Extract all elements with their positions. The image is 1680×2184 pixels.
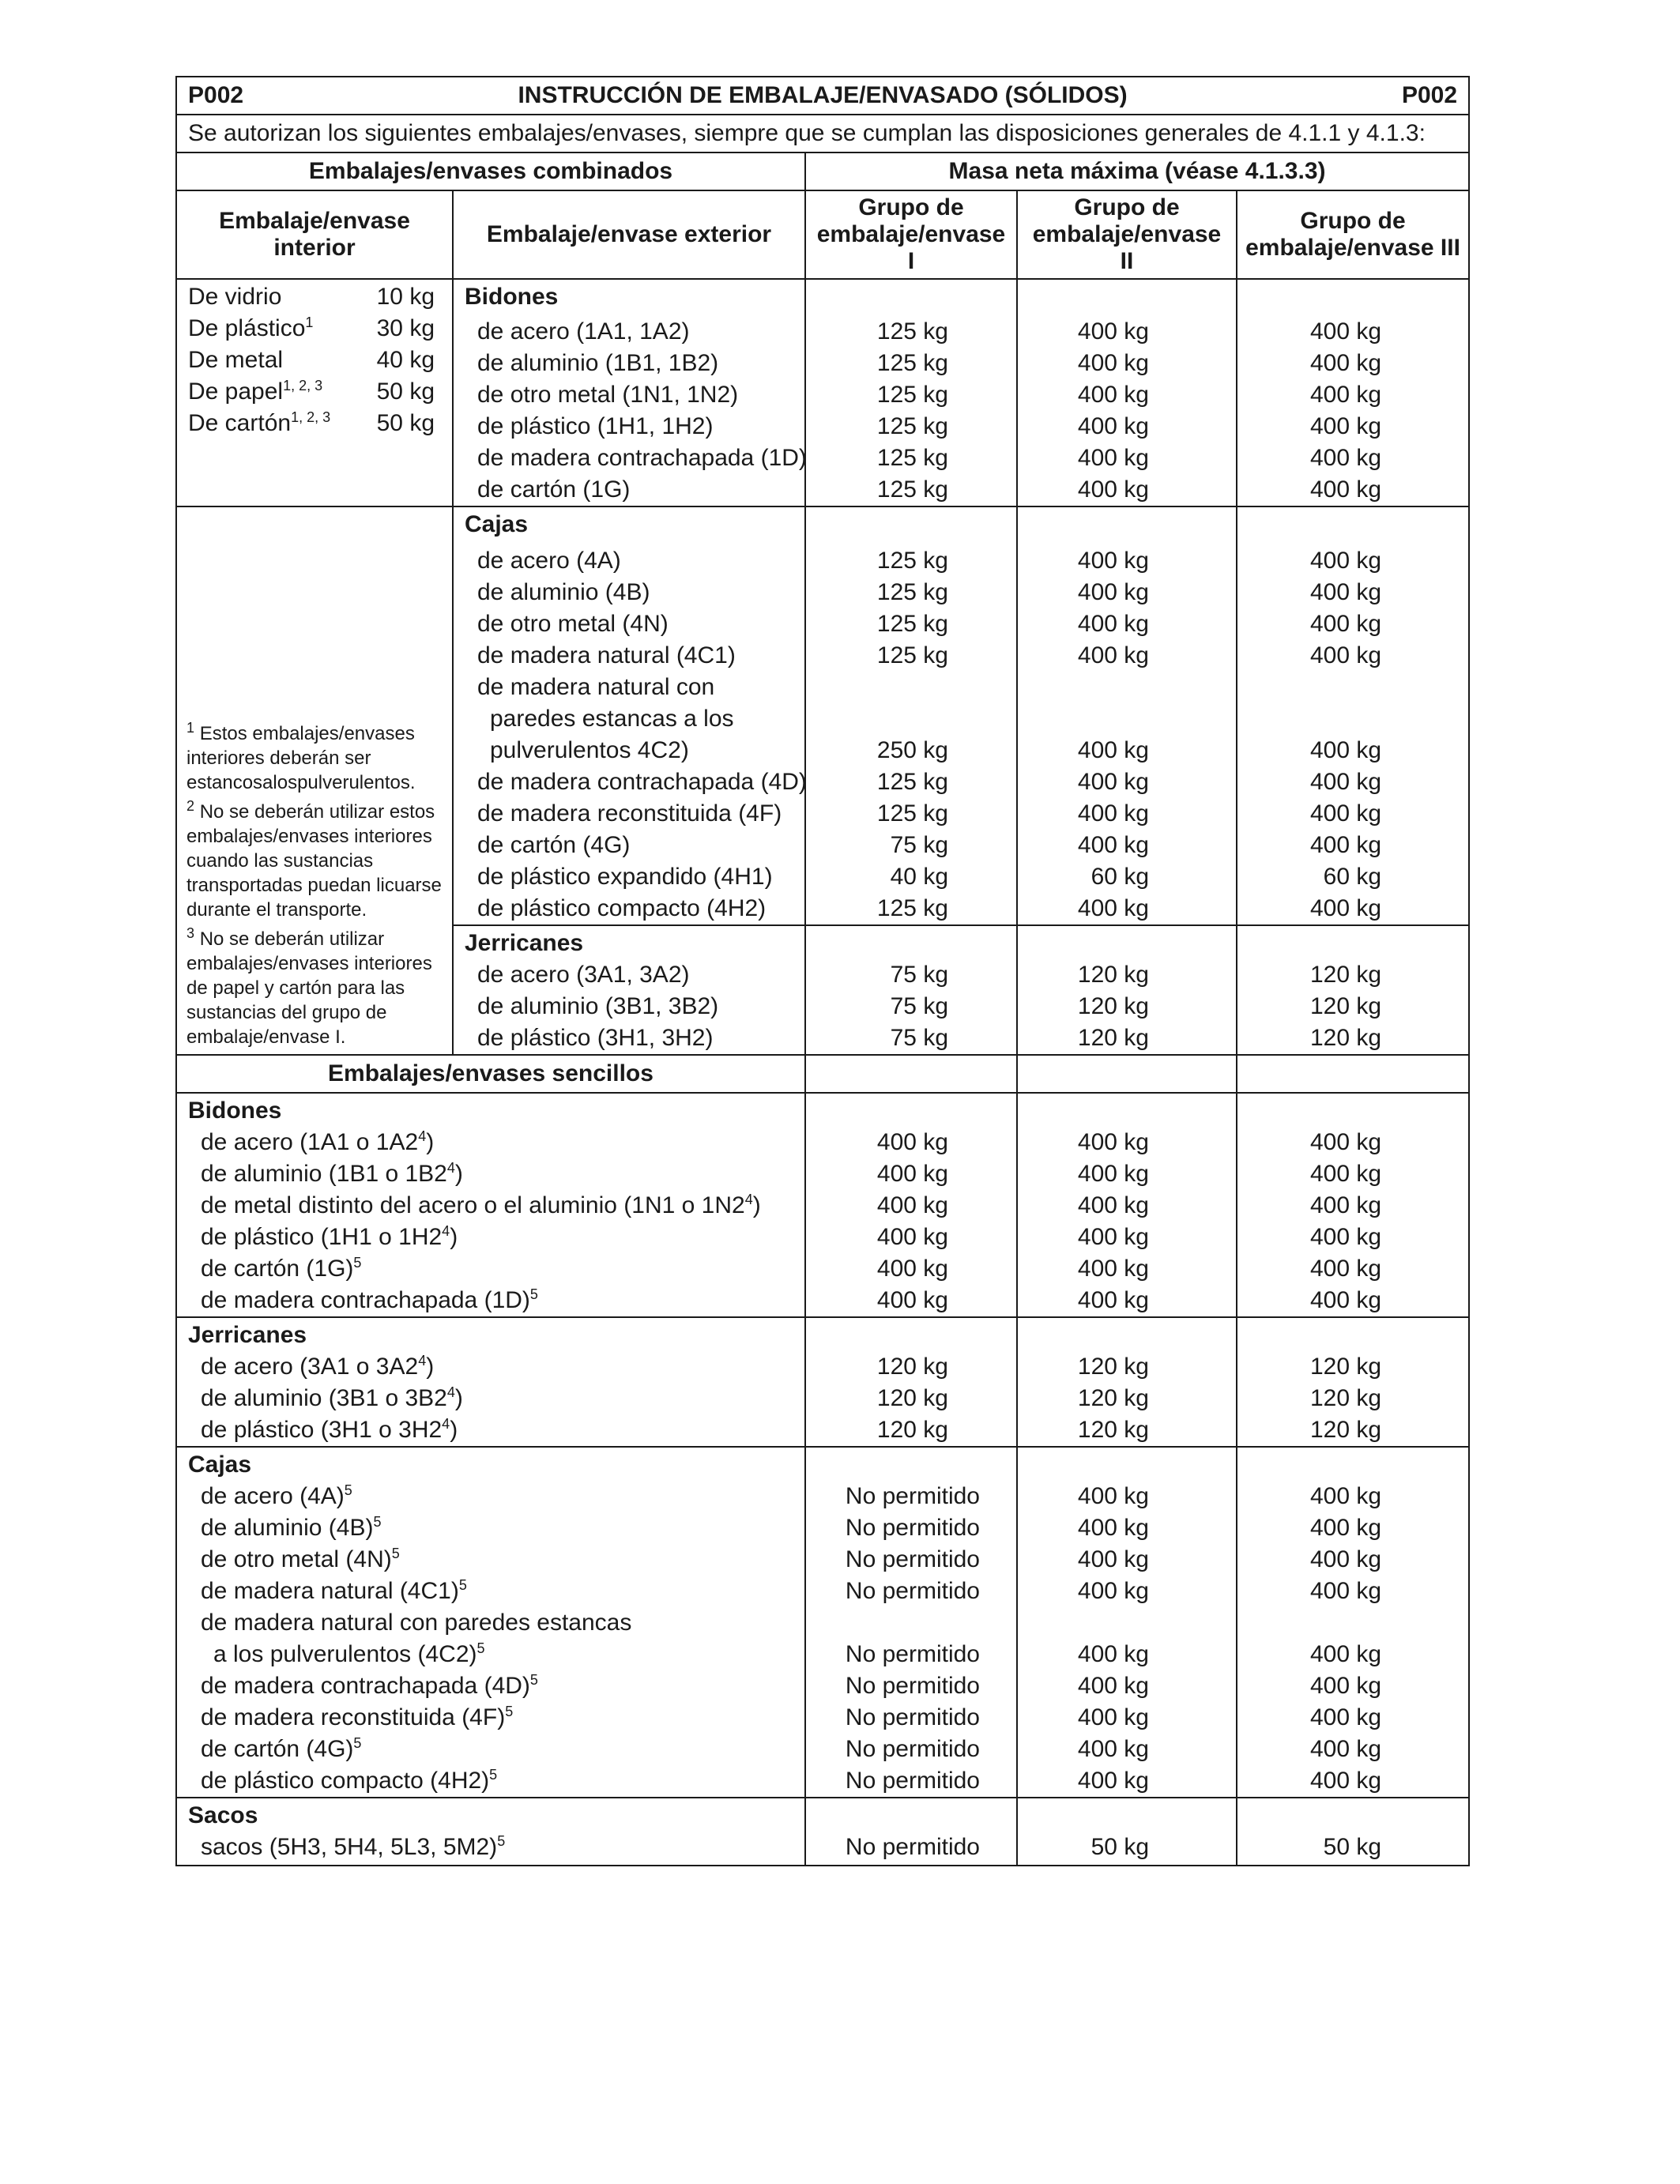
combined-bidones-row [176, 279, 1469, 506]
group-3-values: 400 kg 400 kg 400 kg 400 kg 400 kg 400 kg 400 kg 400 kg 400 kg [1237, 1447, 1469, 1798]
single-item: de acero (3A1 o $3A2^4$) [201, 1353, 435, 1380]
section-title: Sacos [188, 1802, 258, 1828]
group-3-values: 120 kg 120 kg 120 kg [1237, 1317, 1469, 1447]
single-bidones-labels [176, 1093, 805, 1317]
document-title: INSTRUCCIÓN DE EMBALAJE/ENVASADO (SÓLIDOS) [518, 82, 1128, 108]
outer-item: de otro metal (4N) [477, 611, 669, 637]
outer-bidones [453, 279, 805, 506]
col-group-1: Grupo de embalaje/envase I [805, 190, 1017, 279]
outer-item: de aluminio (4B) [477, 579, 650, 605]
section-title: Cajas [465, 511, 529, 537]
single-item: de madera contrachapada $(1D)^5$ [201, 1286, 538, 1313]
single-cajas-labels [176, 1447, 805, 1798]
column-header-row [176, 190, 1469, 279]
col-group-3: Grupo de embalaje/envase III [1237, 190, 1469, 279]
outer-item: de plástico (1H1, 1H2) [477, 413, 714, 439]
single-jerricanes-row [176, 1317, 1469, 1447]
outer-item: de madera contrachapada (1D) [477, 445, 807, 471]
group-2-values: 120 kg 120 kg 120 kg [1017, 925, 1237, 1055]
intro-text: Se autorizan los siguientes embalajes/envases, siempre que se cumplan las disposiciones generales de 4.1.1 y 4.1.3: [176, 115, 1469, 153]
code-left: P002 [188, 82, 244, 108]
single-jerricanes-labels [176, 1317, 805, 1447]
single-header-row [176, 1055, 1469, 1093]
single-item: a los pulverulentos $(4C2)^5$ [213, 1640, 485, 1667]
single-item: de madera reconstituida $(4F)^5$ [201, 1704, 514, 1730]
group-1-values: 75 kg 75 kg 75 kg [805, 925, 1017, 1055]
single-item: de aluminio (3B1 o $3B2^4$) [201, 1384, 463, 1411]
group-3-values: 400 kg 400 kg 400 kg 400 kg 400 kg 400 kg [1237, 1093, 1469, 1317]
group-header-row [176, 153, 1469, 190]
single-title: Embalajes/envases sencillos [176, 1055, 805, 1093]
outer-item: de acero (1A1, 1A2) [477, 318, 690, 345]
single-item: de aluminio $(4B)^5$ [201, 1514, 382, 1541]
inner-item: De papel$^{1, 2, 3}$ 50 kg [188, 378, 435, 405]
single-item: de aluminio (1B1 o $1B2^4$) [201, 1160, 463, 1187]
inner-item: De plástico$^1$ 30 kg [188, 314, 435, 341]
group-2-values: 400 kg 400 kg 400 kg 400 kg 400 kg 400 kg 400 kg 400 kg 400 kg [1017, 1447, 1237, 1798]
single-item: de plástico compacto $(4H2)^5$ [201, 1767, 498, 1794]
section-title: Jerricanes [465, 930, 584, 956]
outer-item: de cartón (1G) [477, 476, 631, 503]
outer-item: de aluminio (3B1, 3B2) [477, 993, 719, 1019]
group-2-values: 50 kg [1017, 1798, 1237, 1866]
inner-packaging-list [176, 279, 453, 506]
footnote: $^3$ No se deberán utilizar embalajes/envases interiores de papel y cartón para las sustancias del grupo de embalaje/envase I. [186, 925, 432, 1048]
intro-row [176, 115, 1469, 153]
footnote: $^1$ Estos embalajes/envases interiores deberán ser estancosalospulverulentos. [186, 720, 416, 793]
group-1-values: No permitido [805, 1798, 1017, 1866]
header-row [176, 77, 1469, 115]
outer-item: de madera contrachapada (4D) [477, 769, 807, 795]
group-1-values: No permitido No permitido No permitido No permitido No permitido No permitido No permitido No permitido No permitido [805, 1447, 1017, 1798]
mass-title: Masa neta máxima (véase 4.1.3.3) [805, 153, 1469, 190]
single-item: de madera contrachapada $(4D)^5$ [201, 1672, 538, 1699]
combined-title: Embalajes/envases combinados [176, 153, 805, 190]
group-2-values: 400 kg 400 kg 400 kg 400 kg 400 kg 400 kg [1017, 1093, 1237, 1317]
outer-item: de madera natural (4C1) [477, 642, 736, 668]
col-outer: Embalaje/envase exterior [453, 190, 805, 279]
group-2-values: 400 kg 400 kg 400 kg 400 kg 400 kg 400 kg [1017, 279, 1237, 506]
single-item: de madera natural $(4C1)^5$ [201, 1577, 467, 1604]
outer-item: de madera natural con paredes estancas a los pulverulentos 4C2) [477, 674, 734, 763]
outer-item: de madera reconstituida (4F) [477, 800, 782, 827]
single-item: de plástico (3H1 o $3H2^4$) [201, 1416, 458, 1443]
footnotes [176, 506, 453, 1055]
outer-item: de cartón (4G) [477, 832, 631, 858]
inner-item: De metal 40 kg [188, 347, 435, 373]
single-item: de cartón $(1G)^5$ [201, 1255, 362, 1282]
packing-table [175, 76, 1470, 1866]
section-title: Jerricanes [188, 1322, 307, 1348]
single-item: sacos (5H3, 5H4, 5L3, 5M2)$^5$ [201, 1833, 506, 1860]
single-item: de acero $(4A)^5$ [201, 1482, 352, 1509]
group-2-values: 120 kg 120 kg 120 kg [1017, 1317, 1237, 1447]
single-item: de madera natural con paredes estancas [201, 1610, 632, 1636]
single-bidones-row [176, 1093, 1469, 1317]
single-item: de metal distinto del acero o el aluminio (1N1 o $1N2^4$) [201, 1192, 761, 1218]
outer-jerricanes [453, 925, 805, 1055]
group-1-values: 120 kg 120 kg 120 kg [805, 1317, 1017, 1447]
outer-item: de plástico expandido (4H1) [477, 864, 773, 890]
combined-cajas-row [176, 506, 1469, 925]
section-title: Bidones [188, 1098, 282, 1124]
outer-item: de plástico compacto (4H2) [477, 895, 767, 921]
outer-item: de acero (4A) [477, 548, 621, 574]
packing-instruction-document [175, 76, 1468, 1866]
group-3-values: 400 kg 400 kg 400 kg 400 kg 400 kg 400 kg [1237, 279, 1469, 506]
col-group-2: Grupo de embalaje/envase II [1017, 190, 1237, 279]
group-3-values: 120 kg 120 kg 120 kg [1237, 925, 1469, 1055]
single-cajas-row [176, 1447, 1469, 1798]
outer-cajas [453, 506, 805, 925]
single-item: de otro metal $(4N)^5$ [201, 1546, 400, 1572]
outer-item: de aluminio (1B1, 1B2) [477, 350, 719, 376]
outer-item: de acero (3A1, 3A2) [477, 962, 690, 988]
inner-item: De cartón$^{1, 2, 3}$ 50 kg [188, 409, 435, 436]
group-1-values: 400 kg 400 kg 400 kg 400 kg 400 kg 400 kg [805, 1093, 1017, 1317]
single-sacos-labels [176, 1798, 805, 1866]
single-item: de plástico (1H1 o $1H2^4$) [201, 1223, 458, 1250]
group-1-values: 125 kg 125 kg 125 kg 125 kg 250 kg 125 kg 125 kg 75 kg 40 kg 125 kg [805, 506, 1017, 925]
group-2-values: 400 kg 400 kg 400 kg 400 kg 400 kg 400 kg 400 kg 400 kg 60 kg 400 kg [1017, 506, 1237, 925]
outer-item: de otro metal (1N1, 1N2) [477, 382, 739, 408]
section-title: Cajas [188, 1452, 252, 1478]
inner-item: De vidrio 10 kg [188, 284, 435, 310]
col-inner: Embalaje/envase interior [176, 190, 453, 279]
group-1-values: 125 kg 125 kg 125 kg 125 kg 125 kg 125 kg [805, 279, 1017, 506]
single-sacos-row [176, 1798, 1469, 1866]
group-3-values: 400 kg 400 kg 400 kg 400 kg 400 kg 400 kg 400 kg 400 kg 60 kg 400 kg [1237, 506, 1469, 925]
single-item: de acero (1A1 o $1A2^4$) [201, 1128, 435, 1155]
footnote: $^2$ No se deberán utilizar estos embalajes/envases interiores cuando las sustancias transportadas puedan licuarse durante el transporte. [186, 798, 442, 921]
outer-item: de plástico (3H1, 3H2) [477, 1025, 714, 1051]
code-right: P002 [1401, 82, 1458, 108]
section-title: Bidones [465, 284, 559, 310]
group-3-values: 50 kg [1237, 1798, 1469, 1866]
single-item: de cartón $(4G)^5$ [201, 1735, 362, 1762]
